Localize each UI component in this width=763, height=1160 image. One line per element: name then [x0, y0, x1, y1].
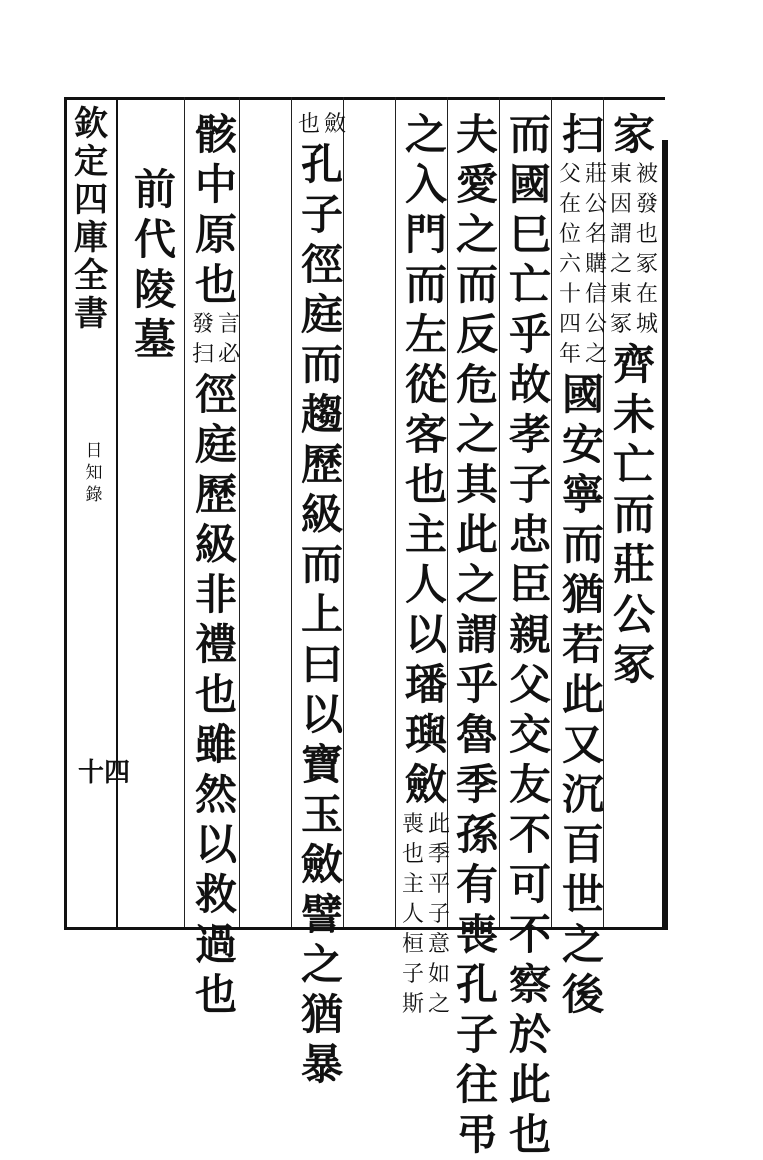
main-text-char: 級: [194, 520, 237, 569]
annotation-column: [216, 310, 242, 370]
main-text-char: 愛: [455, 160, 498, 209]
annotation-char: 冢: [635, 252, 658, 277]
annotation-char: 意: [427, 932, 450, 957]
main-text-char: 庭: [300, 290, 343, 339]
main-text-char: 之: [404, 110, 447, 159]
main-text-char: 而: [612, 490, 655, 539]
main-text-char: 而: [508, 110, 551, 159]
main-text-char: 國: [508, 160, 551, 209]
main-text-char: 孔: [300, 140, 343, 189]
main-text-char: 之: [455, 210, 498, 259]
main-text-char: 以: [194, 820, 237, 869]
main-text-char: 猶: [561, 570, 604, 619]
main-text-char: 而: [561, 520, 604, 569]
annotation-char: 公: [584, 312, 607, 337]
main-text-char: 而: [455, 260, 498, 309]
text-column-3: [505, 110, 555, 1160]
annotation-char: 購: [584, 252, 607, 277]
main-text-char: 徑: [300, 240, 343, 289]
main-text-char: 也: [194, 970, 237, 1019]
annotation-char: 六: [558, 252, 581, 277]
main-text-char: 譬: [300, 890, 343, 939]
annotation-column: [322, 110, 348, 140]
annotation-column: [400, 810, 426, 1020]
annotation-char: 莊: [584, 162, 607, 187]
annotation-column: [583, 160, 609, 370]
title-char: 庫: [74, 218, 108, 258]
annotation-column: [190, 310, 216, 370]
text-column-4: [452, 110, 502, 1160]
main-text-char: 斂: [404, 760, 447, 809]
annotation-char: 謂: [609, 222, 632, 247]
annotation-char: 主: [401, 872, 424, 897]
main-text-char: 謂: [455, 610, 498, 659]
book-title-char: 知: [85, 463, 103, 483]
main-text-char: 陵: [133, 265, 176, 314]
main-text-char: 交: [508, 710, 551, 759]
text-column-5: [400, 110, 452, 1020]
main-text-char: 璵: [404, 710, 447, 759]
annotation-char: 桓: [401, 932, 424, 957]
annotation-column: [608, 160, 634, 340]
main-text-char: 玉: [300, 790, 343, 839]
main-text-char: 魯: [455, 710, 498, 759]
main-text-char: 亡: [612, 440, 655, 489]
main-text-char: 公: [612, 590, 655, 639]
main-text-char: 璠: [404, 660, 447, 709]
title-char: 全: [74, 256, 108, 296]
annotation-block: [608, 160, 660, 340]
main-text-char: 然: [194, 770, 237, 819]
main-text-char: 子: [455, 1010, 498, 1059]
main-text-char: 之: [300, 940, 343, 989]
main-text-char: 故: [508, 360, 551, 409]
main-text-char: 代: [133, 215, 176, 264]
main-text-char: 齊: [612, 340, 655, 389]
main-text-char: 國: [561, 370, 604, 419]
annotation-column: [296, 110, 322, 140]
annotation-char: 東: [609, 282, 632, 307]
main-text-char: 弔: [455, 1110, 498, 1159]
annotation-char: 斯: [401, 992, 424, 1017]
main-text-char: 若: [561, 620, 604, 669]
main-text-char: 之: [455, 410, 498, 459]
main-text-char: 而: [300, 540, 343, 589]
main-text-char: 不: [508, 810, 551, 859]
section-heading-column: [130, 165, 180, 365]
annotation-char: 年: [558, 342, 581, 367]
main-text-char: 往: [455, 1060, 498, 1109]
text-column-9: [190, 110, 242, 1020]
main-text-char: 也: [508, 1110, 551, 1159]
main-text-char: 救: [194, 870, 237, 919]
annotation-char: 發: [191, 312, 214, 337]
main-text-char: 而: [300, 340, 343, 389]
main-text-char: 世: [561, 870, 604, 919]
main-text-char: 又: [561, 720, 604, 769]
main-text-char: 左: [404, 310, 447, 359]
annotation-char: 斂: [323, 112, 346, 137]
main-text-char: 之: [455, 560, 498, 609]
main-text-char: 寶: [300, 740, 343, 789]
title-char: 四: [74, 180, 108, 220]
main-text-char: 墓: [133, 315, 176, 364]
annotation-char: 喪: [401, 812, 424, 837]
main-text-char: 可: [508, 860, 551, 909]
text-column-7: [296, 110, 348, 1090]
annotation-char: 人: [401, 902, 424, 927]
main-text-char: 友: [508, 760, 551, 809]
main-text-char: 不: [508, 910, 551, 959]
main-text-char: 入: [404, 160, 447, 209]
main-text-char: 未: [612, 390, 655, 439]
main-text-char: 庭: [194, 420, 237, 469]
text-column-2: [557, 110, 609, 1020]
main-text-char: 歷: [300, 440, 343, 489]
main-text-char: 沉: [561, 770, 604, 819]
frame-left-border: [64, 97, 67, 930]
main-text-char: 巳: [508, 210, 551, 259]
main-text-char: 冢: [612, 640, 655, 689]
annotation-char: 被: [635, 162, 658, 187]
main-text-char: 有: [455, 860, 498, 909]
annotation-char: 子: [427, 902, 450, 927]
annotation-char: 冢: [609, 312, 632, 337]
annotation-char: 四: [558, 312, 581, 337]
main-text-char: 之: [561, 920, 604, 969]
main-text-char: 人: [404, 560, 447, 609]
annotation-char: 此: [427, 812, 450, 837]
annotation-char: 扫: [191, 342, 214, 367]
annotation-char: 位: [558, 222, 581, 247]
main-text-char: 危: [455, 360, 498, 409]
main-text-char: 上: [300, 590, 343, 639]
annotation-char: 子: [401, 962, 424, 987]
book-title: [82, 440, 106, 506]
main-text-char: 客: [404, 410, 447, 459]
main-text-char: 此: [455, 510, 498, 559]
main-text-char: 於: [508, 1010, 551, 1059]
column-rule: [291, 97, 292, 927]
main-text-char: 也: [404, 460, 447, 509]
main-text-char: 趨: [300, 390, 343, 439]
main-text-char: 忠: [508, 510, 551, 559]
title-char: 書: [74, 294, 108, 334]
main-text-char: 禮: [194, 620, 237, 669]
main-text-char: 反: [455, 310, 498, 359]
title-char: 欽: [74, 104, 108, 144]
main-text-char: 斂: [300, 840, 343, 889]
annotation-char: 之: [427, 992, 450, 1017]
annotation-char: 言: [217, 312, 240, 337]
main-text-char: 而: [404, 260, 447, 309]
annotation-char: 也: [401, 842, 424, 867]
annotation-char: 必: [217, 342, 240, 367]
main-text-char: 家: [612, 110, 655, 159]
main-text-char: 子: [300, 190, 343, 239]
frame-margin-rule: [116, 97, 118, 930]
annotation-column: [634, 160, 660, 340]
book-title-char: 錄: [85, 485, 103, 505]
book-title-char: 日: [85, 441, 103, 461]
annotation-char: 發: [635, 192, 658, 217]
main-text-char: 級: [300, 490, 343, 539]
annotation-block: [190, 310, 242, 370]
main-text-char: 親: [508, 610, 551, 659]
main-text-char: 前: [133, 165, 176, 214]
main-text-char: 扫: [561, 110, 604, 159]
main-text-char: 主: [404, 510, 447, 559]
main-text-char: 其: [455, 460, 498, 509]
main-text-char: 門: [404, 210, 447, 259]
main-text-char: 喪: [455, 910, 498, 959]
main-text-char: 以: [404, 610, 447, 659]
main-text-char: 徑: [194, 370, 237, 419]
annotation-char: 季: [427, 842, 450, 867]
main-text-char: 中: [194, 160, 237, 209]
annotation-block: [557, 160, 609, 370]
annotation-char: 如: [427, 962, 450, 987]
main-text-char: 後: [561, 970, 604, 1019]
main-text-char: 非: [194, 570, 237, 619]
annotation-char: 十: [558, 282, 581, 307]
annotation-column: [557, 160, 583, 370]
main-text-char: 寧: [561, 470, 604, 519]
annotation-char: 城: [635, 312, 658, 337]
annotation-char: 父: [558, 162, 581, 187]
main-text-char: 安: [561, 420, 604, 469]
annotation-char: 東: [609, 162, 632, 187]
main-text-char: 亡: [508, 260, 551, 309]
main-text-char: 從: [404, 360, 447, 409]
annotation-char: 在: [558, 192, 581, 217]
annotation-char: 也: [297, 112, 320, 137]
main-text-char: 孫: [455, 810, 498, 859]
frame-top-border: [64, 97, 665, 100]
main-text-char: 子: [508, 460, 551, 509]
main-text-char: 猶: [300, 990, 343, 1039]
main-text-char: 也: [194, 670, 237, 719]
main-text-char: 雖: [194, 720, 237, 769]
main-text-char: 歷: [194, 470, 237, 519]
main-text-char: 乎: [508, 310, 551, 359]
annotation-char: 公: [584, 192, 607, 217]
main-text-char: 察: [508, 960, 551, 1009]
annotation-char: 名: [584, 222, 607, 247]
column-rule: [395, 97, 396, 927]
main-text-char: 臣: [508, 560, 551, 609]
main-text-char: 原: [194, 210, 237, 259]
main-text-char: 父: [508, 660, 551, 709]
main-text-char: 也: [194, 260, 237, 309]
main-text-char: 孔: [455, 960, 498, 1009]
annotation-char: 平: [427, 872, 450, 897]
annotation-char: 信: [584, 282, 607, 307]
column-rule: [184, 97, 185, 927]
main-text-char: 夫: [455, 110, 498, 159]
annotation-char: 因: [609, 192, 632, 217]
main-text-char: 暴: [300, 1040, 343, 1089]
main-text-char: 乎: [455, 660, 498, 709]
annotation-char: 之: [609, 252, 632, 277]
frame-right-border: [662, 140, 668, 930]
annotation-char: 也: [635, 222, 658, 247]
book-series-title: [70, 105, 112, 333]
main-text-char: 以: [300, 690, 343, 739]
page-number: 十四: [78, 758, 131, 788]
main-text-char: 此: [508, 1060, 551, 1109]
main-text-char: 季: [455, 760, 498, 809]
annotation-block: [296, 110, 348, 140]
main-text-char: 曰: [300, 640, 343, 689]
annotation-char: 之: [584, 342, 607, 367]
main-text-char: 過: [194, 920, 237, 969]
main-text-char: 百: [561, 820, 604, 869]
title-char: 定: [74, 142, 108, 182]
main-text-char: 骸: [194, 110, 237, 159]
annotation-block: [400, 810, 452, 1020]
annotation-char: 在: [635, 282, 658, 307]
text-column-1: [608, 110, 660, 690]
main-text-char: 孝: [508, 410, 551, 459]
annotation-column: [426, 810, 452, 1020]
main-text-char: 此: [561, 670, 604, 719]
main-text-char: 莊: [612, 540, 655, 589]
